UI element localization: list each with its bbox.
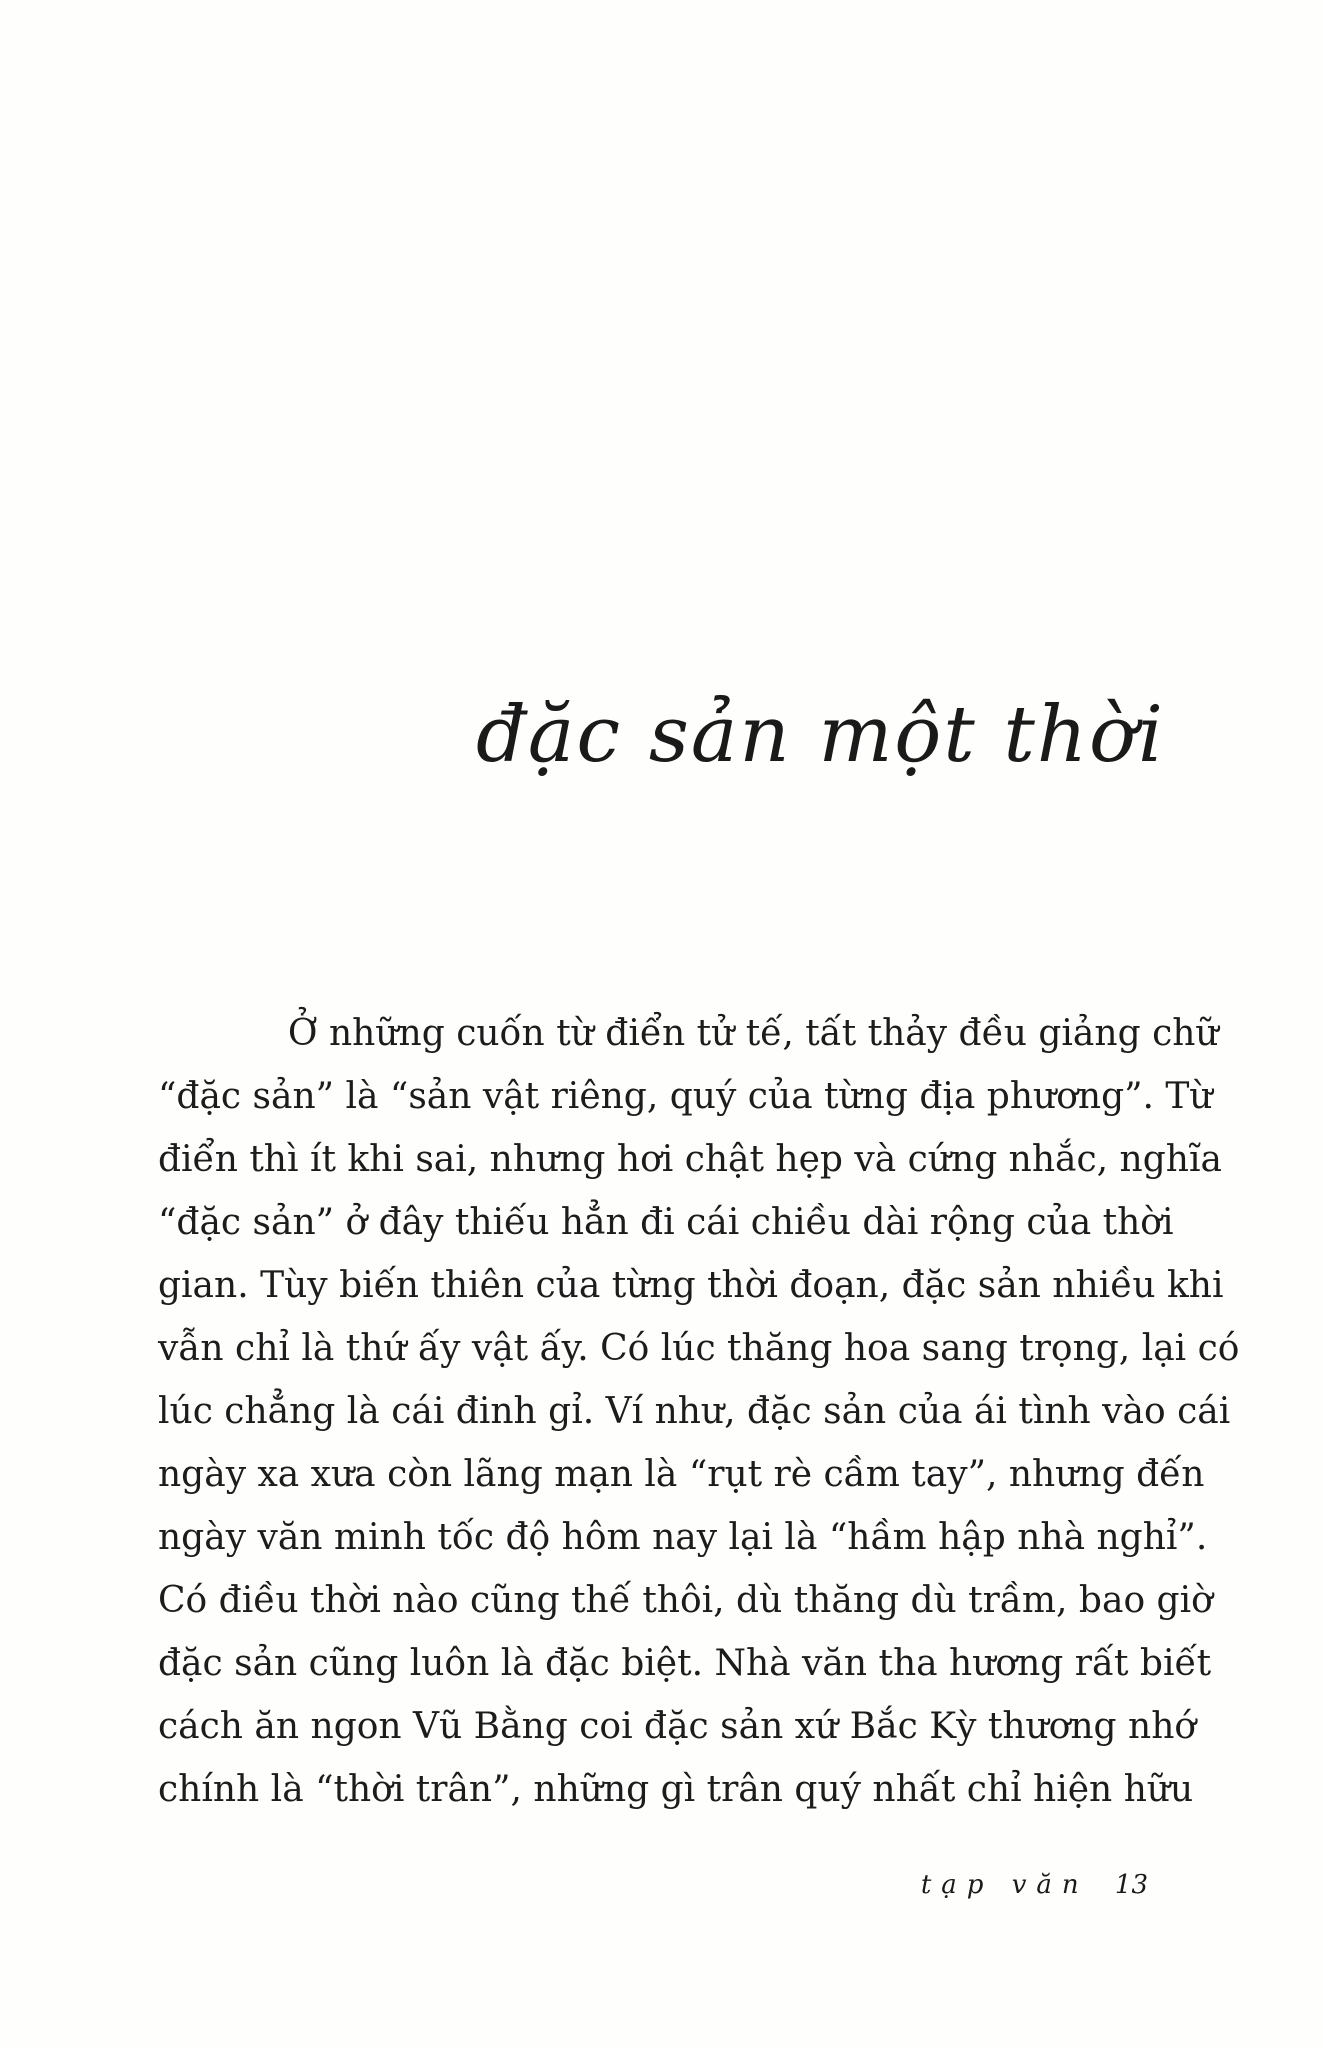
paragraph-line: lúc chẳng là cái đinh gỉ. Ví như, đặc sản của ái tình vào cái — [158, 1391, 1231, 1432]
paragraph-line: gian. Tùy biến thiên của từng thời đoạn, đặc sản nhiều khi — [158, 1265, 1224, 1306]
paragraph-line: cách ăn ngon Vũ Bằng coi đặc sản xứ Bắc Kỳ thương nhớ — [158, 1706, 1197, 1747]
paragraph-line: đặc sản cũng luôn là đặc biệt. Nhà văn tha hương rất biết — [158, 1643, 1212, 1684]
running-footer — [921, 1870, 1148, 1900]
paragraph-line: “đặc sản” ở đây thiếu hẳn đi cái chiều dài rộng của thời — [158, 1202, 1174, 1243]
body-paragraph — [158, 1002, 1240, 1821]
paragraph-line: chính là “thời trân”, những gì trân quý nhất chỉ hiện hữu — [158, 1769, 1194, 1810]
paragraph-line: Ở những cuốn từ điển tử tế, tất thảy đều giảng chữ — [288, 1013, 1219, 1054]
chapter-title: đặc sản một thời — [475, 690, 1165, 780]
paragraph-line: Có điều thời nào cũng thế thôi, dù thăng dù trầm, bao giờ — [158, 1580, 1213, 1621]
paragraph-line: “đặc sản” là “sản vật riêng, quý của từng địa phương”. Từ — [158, 1076, 1213, 1117]
paragraph-line: điển thì ít khi sai, nhưng hơi chật hẹp và cứng nhắc, nghĩa — [158, 1139, 1222, 1180]
page-number: 13 — [1114, 1870, 1148, 1900]
paragraph-line: ngày văn minh tốc độ hôm nay lại là “hầm hập nhà nghỉ”. — [158, 1517, 1208, 1558]
paragraph-line: vẫn chỉ là thứ ấy vật ấy. Có lúc thăng hoa sang trọng, lại có — [158, 1328, 1240, 1369]
book-section-label: tạp văn — [920, 1870, 1089, 1900]
paragraph-line: ngày xa xưa còn lãng mạn là “rụt rè cầm tay”, nhưng đến — [158, 1454, 1205, 1495]
